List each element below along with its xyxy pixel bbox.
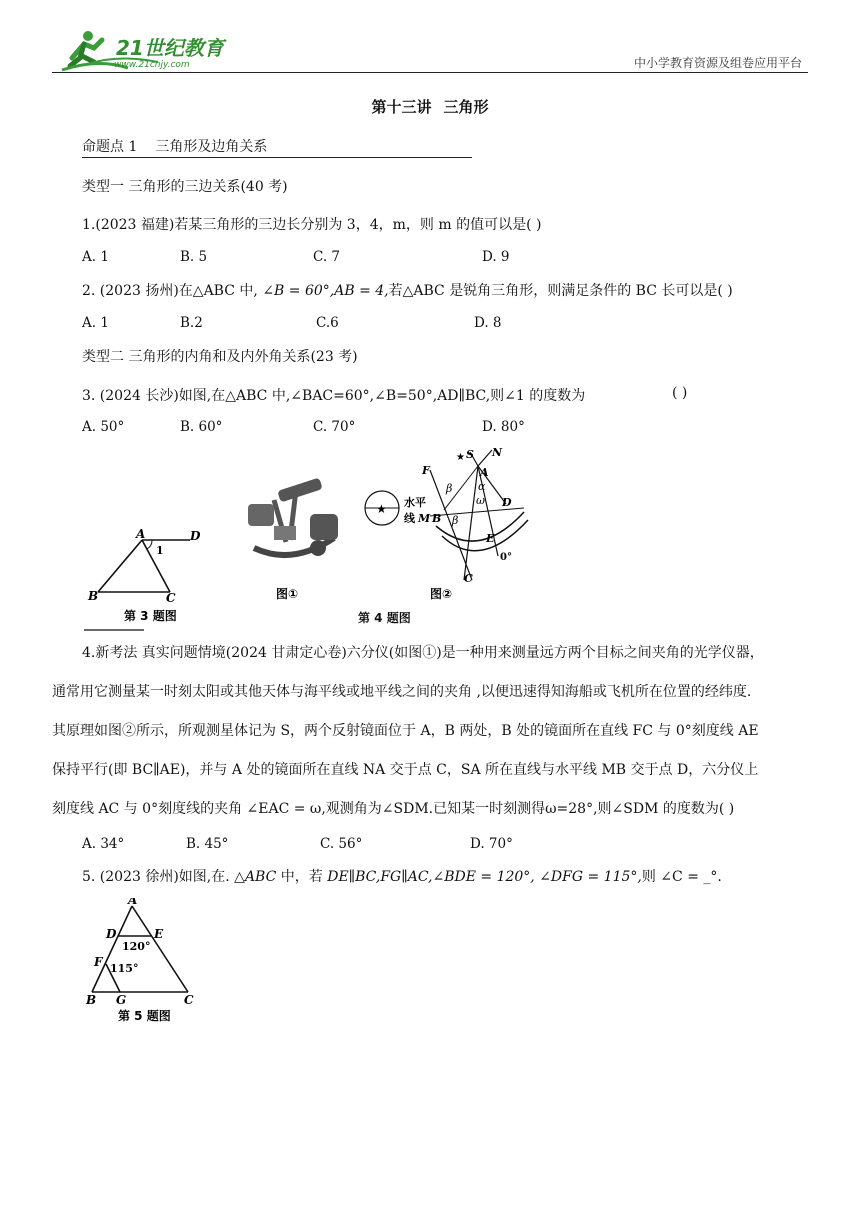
q5-prefix: 5. (2023 徐州)如图,在.: [82, 869, 235, 885]
q4-line-4: 保持平行(即 BC∥AE)，并与 A 处的镜面所在直线 NA 交于点 C，SA 所在直线与水平线 MB 交于点 D，六分仪上: [52, 762, 759, 778]
fig3-label-c: C: [166, 591, 176, 605]
header-platform-text: 中小学教育资源及组卷应用平台: [633, 56, 802, 70]
q2-option-d: D. 8: [474, 315, 502, 331]
fig5-label-a: A: [128, 898, 138, 907]
q2-option-b: B.2: [180, 315, 203, 331]
q5-math2: DE∥BC,FG∥AC,∠BDE = 120°, ∠DFG = 115°,: [327, 869, 642, 885]
fig4-sub1-caption: 图①: [276, 587, 299, 601]
fig5-label-120: 120°: [122, 940, 151, 953]
q2-option-c: C.6: [316, 315, 339, 331]
fig3-label-1: 1: [156, 544, 164, 557]
triangle-parallel-diagram: [84, 898, 214, 1028]
q4-option-d: D. 70°: [470, 836, 513, 852]
sextant-diagram: [358, 446, 548, 626]
q5-mid: 中，若: [276, 869, 328, 885]
logo-text: 21世纪教育: [116, 36, 224, 60]
fig3-label-a: A: [136, 527, 146, 541]
fig4-label-n: N: [492, 446, 503, 459]
q4-line-2: 通常用它测量某一时刻太阳或其他天体与海平线或地平线之间的夹角 ,以便迅速得知海船或飞机所在位置的经纬度.: [52, 684, 752, 700]
fig5-label-f: F: [94, 955, 103, 969]
triangle-diagram: [84, 524, 214, 632]
q5-text: [82, 866, 722, 886]
fig4-label-s: S: [466, 448, 474, 461]
fig4-label-zero: 0°: [500, 552, 512, 563]
logo: [58, 28, 228, 74]
q4-option-b: B. 45°: [186, 836, 229, 852]
figure-4-diagram: [358, 446, 548, 626]
fig4-label-m: M: [418, 512, 431, 525]
q1-option-a: A. 1: [82, 249, 109, 265]
fig4-label-a: A: [480, 466, 489, 479]
fig4-label-c: C: [464, 572, 473, 585]
title-part2: 三角形: [443, 98, 489, 116]
fig5-label-e: E: [154, 927, 164, 941]
topic-label: 命题点 1: [82, 139, 138, 155]
sextant-icon: [234, 470, 354, 610]
q3-option-b: B. 60°: [180, 419, 223, 435]
fig4-caption: 第 4 题图: [358, 611, 411, 625]
fig4-label-f: F: [422, 464, 430, 477]
q3-option-c: C. 70°: [313, 419, 356, 435]
figure-5: [84, 898, 214, 1028]
fig4-label-horizontal: 水平: [404, 496, 426, 509]
header-divider: [52, 72, 808, 73]
figure-3: [84, 524, 214, 632]
fig5-label-115: 115°: [110, 962, 139, 975]
fig4-label-line: 线: [404, 512, 415, 525]
q2-prefix: 2. (2023 扬州)在△ABC 中,: [82, 283, 263, 299]
topic-text: 三角形及边角关系: [155, 139, 268, 155]
q4-option-c: C. 56°: [320, 836, 363, 852]
fig4-label-beta2: β: [452, 514, 459, 527]
fig4-label-alpha: α: [478, 480, 486, 493]
q3-paren: ( ): [672, 385, 688, 401]
q5-suffix: 则 ∠C = _°.: [641, 869, 722, 885]
q4-paragraph: [52, 634, 812, 829]
fig3-label-b: B: [88, 589, 99, 603]
topic-heading: [82, 136, 472, 158]
fig5-label-c: C: [184, 993, 194, 1007]
q1-option-b: B. 5: [180, 249, 208, 265]
fig5-label-g: G: [116, 993, 127, 1007]
q2-math: ∠B = 60°,AB = 4,: [262, 283, 389, 299]
q1-option-d: D. 9: [482, 249, 510, 265]
type1-heading: 类型一 三角形的三边关系(40 考): [82, 179, 288, 195]
fig3-caption: 第 3 题图: [124, 609, 177, 623]
q5-math: △ABC: [234, 869, 277, 885]
type2-heading: 类型二 三角形的内角和及内外角关系(23 考): [82, 349, 358, 365]
q4-option-a: A. 34°: [82, 836, 125, 852]
logo-url: www.21cnjy.com: [114, 60, 190, 70]
fig5-label-b: B: [86, 993, 97, 1007]
fig5-label-d: D: [106, 927, 117, 941]
fig4-sub2-caption: 图②: [430, 587, 453, 601]
page-title: [0, 96, 860, 117]
q3-option-a: A. 50°: [82, 419, 125, 435]
q4-line-5: 刻度线 AC 与 0°刻度线的夹角 ∠EAC = ω,观测角为∠SDM.已知某一时刻测得ω=28°,则∠SDM 的度数为( ): [52, 801, 735, 817]
figure-4-photo: [234, 470, 354, 610]
fig4-label-d: D: [502, 496, 512, 509]
q4-line-3: 其原理如图②所示，所观测星体记为 S，两个反射镜面位于 A，B 两处，B 处的镜面所在直线 FC 与 0°刻度线 AE: [52, 723, 759, 739]
fig4-label-omega: ω: [476, 494, 485, 507]
title-part1: 第十三讲: [371, 98, 432, 116]
fig3-label-d: D: [190, 529, 201, 543]
q4-line-1: 4.新考法 真实问题情境(2024 甘肃定心卷)六分仪(如图①)是一种用来测量远方两个目标之间夹角的光学仪器，: [82, 645, 764, 661]
q2-option-a: A. 1: [82, 315, 109, 331]
svg-text:★: ★: [456, 452, 465, 463]
fig5-caption: 第 5 题图: [118, 1009, 171, 1023]
q3-text: 3. (2024 长沙)如图,在△ABC 中,∠BAC=60°,∠B=50°,AD∥BC,则∠1 的度数为: [82, 388, 586, 404]
fig4-label-beta1: β: [446, 482, 453, 495]
q2-suffix: 若△ABC 是锐角三角形，则满足条件的 BC 长可以是( ): [388, 283, 733, 299]
q1-text: 1.(2023 福建)若某三角形的三边长分别为 3，4，m，则 m 的值可以是( ): [82, 217, 542, 233]
q3-option-d: D. 80°: [482, 419, 525, 435]
fig4-label-e: E: [486, 532, 495, 545]
q1-option-c: C. 7: [313, 249, 341, 265]
svg-text:★: ★: [376, 502, 387, 516]
fig4-label-b: B: [432, 512, 442, 525]
q2-text: [82, 280, 733, 300]
